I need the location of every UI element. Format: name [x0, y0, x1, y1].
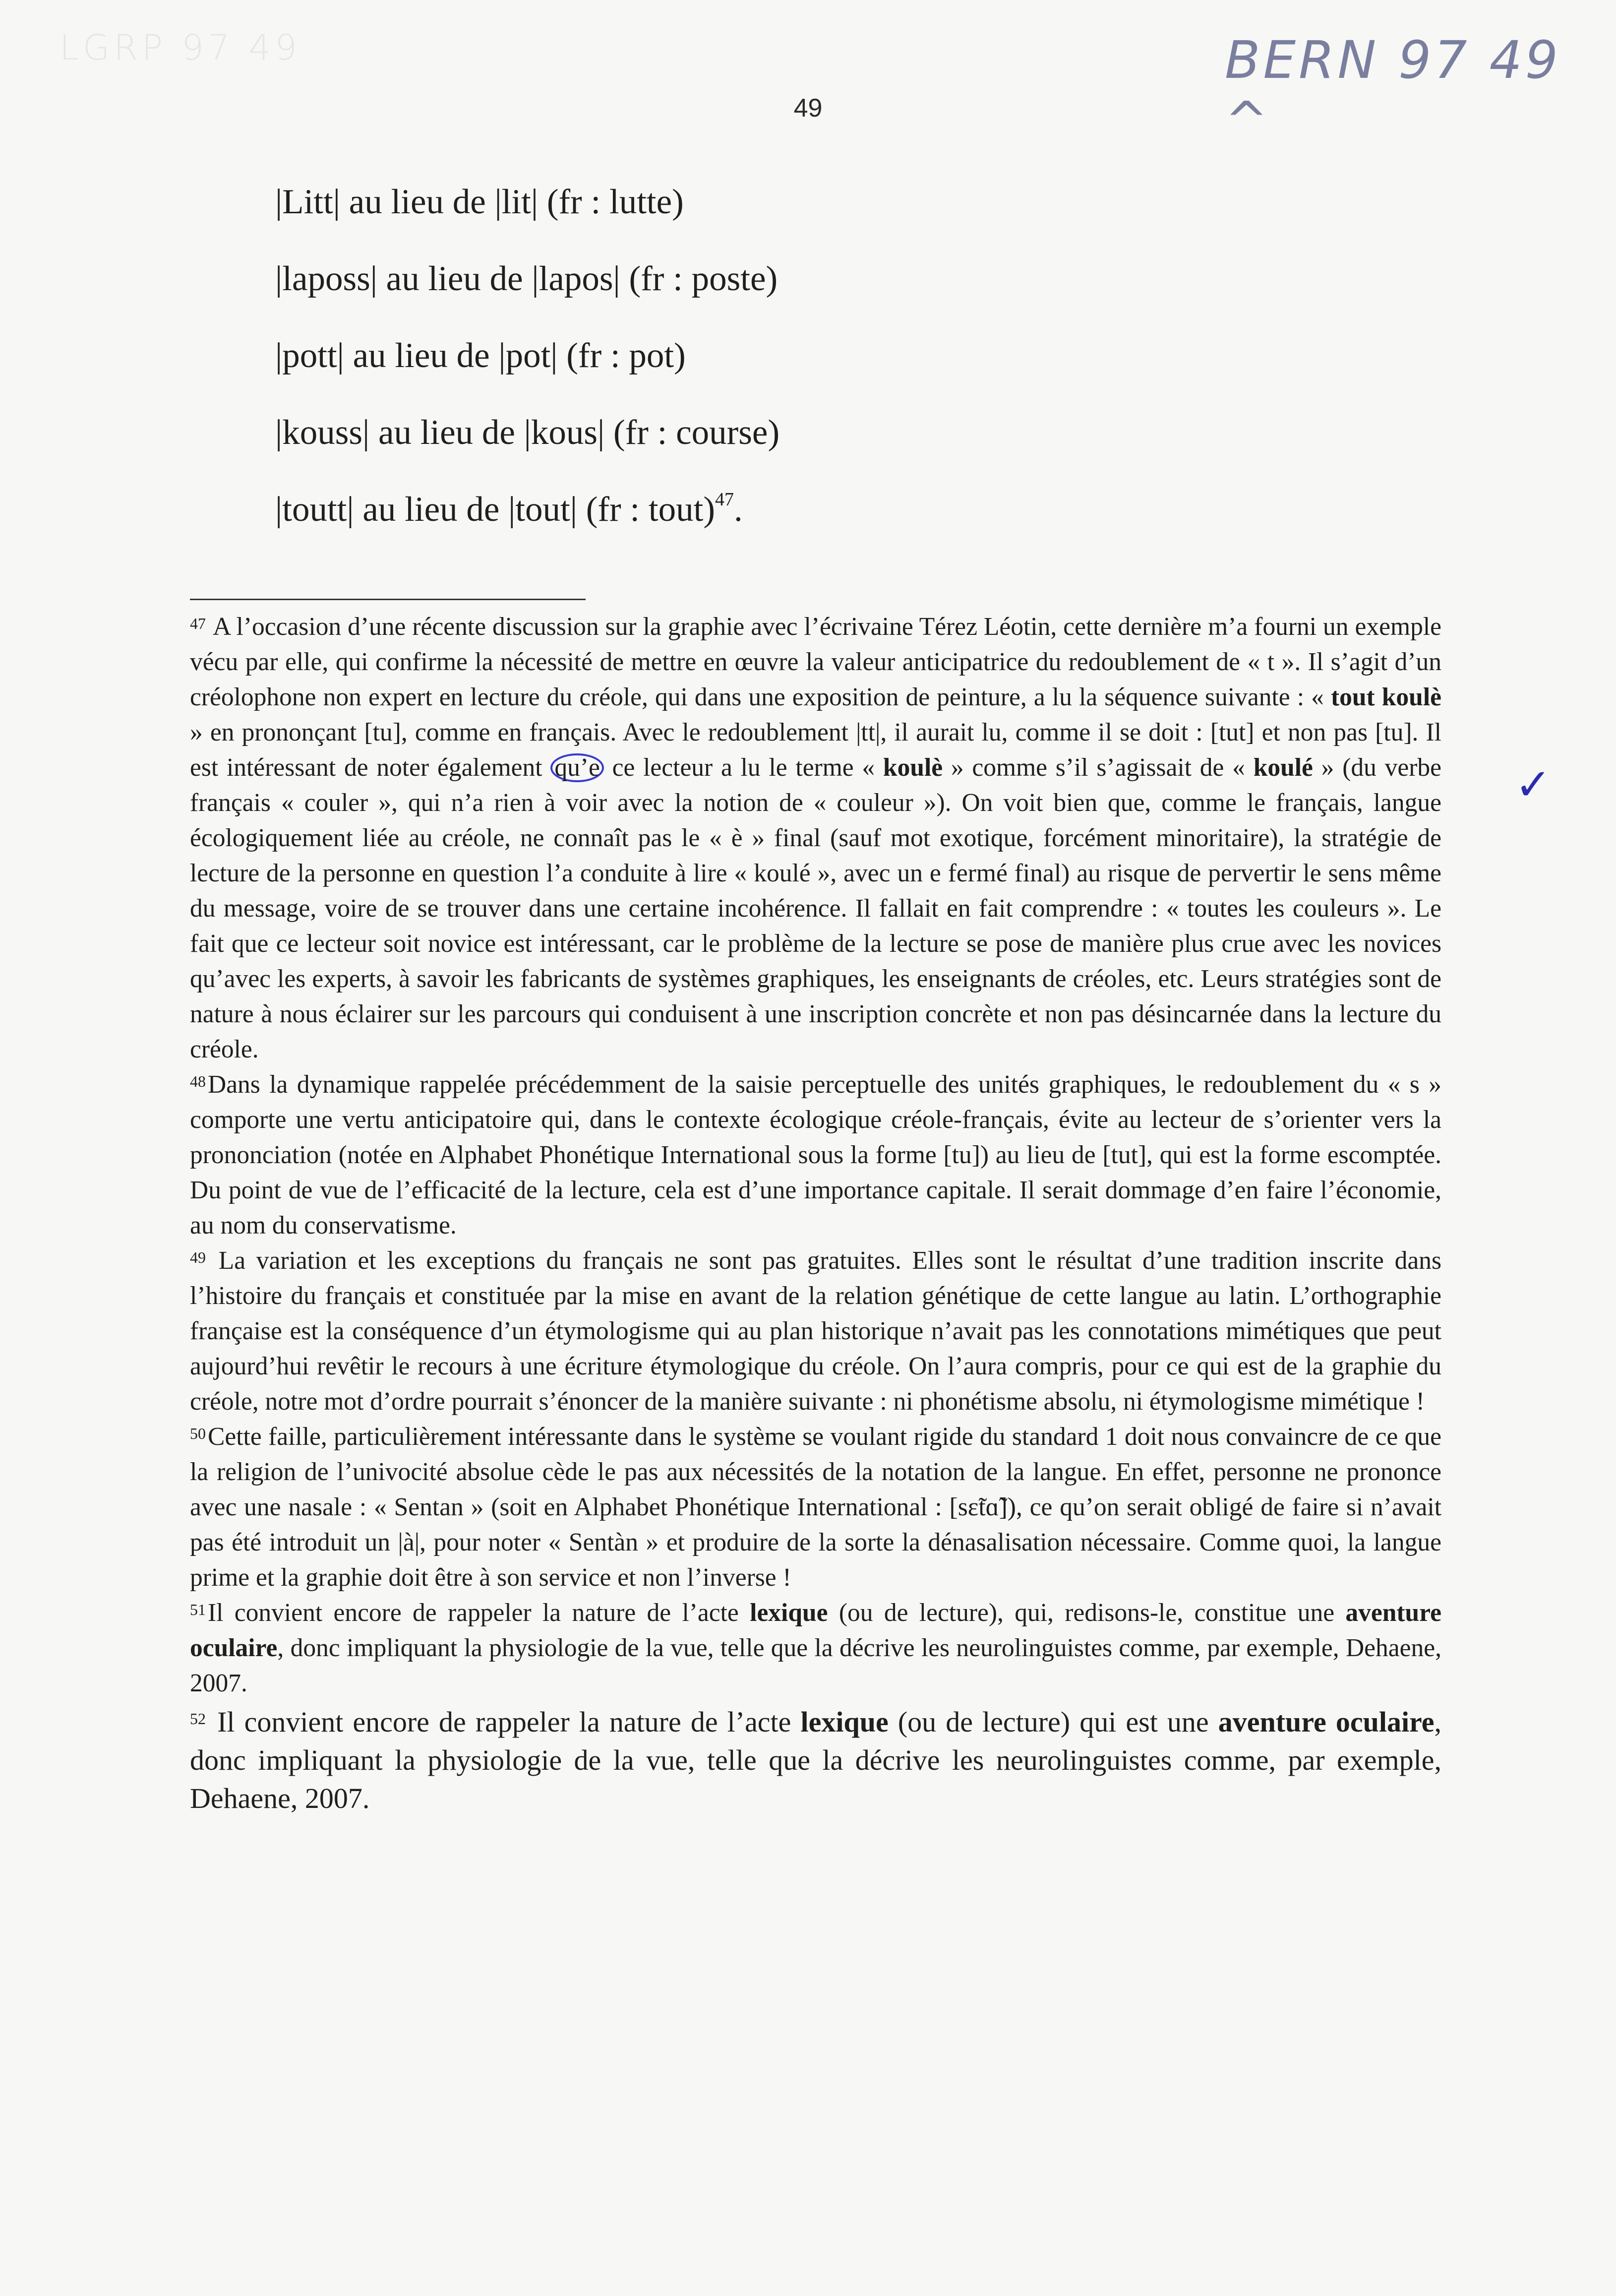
footnote-number: 50 — [190, 1425, 206, 1442]
footnote-50 — [190, 1419, 1441, 1595]
faint-handwritten-annotation: LGRP 97 49 — [60, 27, 301, 68]
footnote-text: » (du verbe français « couler », qui n’a rien à voir avec la notion de « couleur »). On voit bien que, comme le français, langue écologiquement liée au créole, ne connaît pas le « è » final (sauf mot exotique, forcément minoritaire), la stratégie de lecture de la personne en question l’a conduite à lire « koulé », avec un e fermé final) au risque de pervertir le sens même du message, voire de se trouver dans une certaine incohérence. Il fallait en fait comprendre : « toutes les couleurs ». Le fait que ce lecteur soit novice est intéressant, car le problème de la lecture se pose de manière plus crue avec les novices qu’avec les experts, à savoir les fabricants de systèmes graphiques, les enseignants de créoles, etc. Leurs stratégies sont de nature à nous éclairer sur les parcours qui conduisent à une inscription concrète et non pas désincarnée dans la lecture du créole. — [190, 753, 1441, 1063]
footnote-text: Cette faille, particulièrement intéressante dans le système se voulant rigide du standard 1 doit nous convaincre de ce que la religion de l’univocité absolue cède le pas aux nécessités de la notation de la langue. En effet, personne ne prononce avec une nasale : « Sentan » (soit en Alphabet Phonétique International : [sɛ̃tɑ̃]), ce qu’on serait obligé de faire si n’avait pas été introduit un |à|, pour noter « Sentàn » et produire de la sorte la dénasalisation nécessaire. Comme quoi, la langue prime et la graphie doit être à son service et non l’inverse ! — [190, 1423, 1441, 1592]
footnote-bold: lexique — [800, 1706, 889, 1738]
footnote-text: » comme s’il s’agissait de « — [943, 753, 1254, 782]
footnote-49 — [190, 1243, 1441, 1419]
footnote-text: Dans la dynamique rappelée précédemment de la saisie perceptuelle des unités graphiques, le redoublement du « s » comporte une vertu anticipatoire qui, dans le contexte écologique créole-français, évite au lecteur de s’orienter vers la prononciation (notée en Alphabet Phonétique International sous la forme [tu]) au lieu de [tut], qui est la forme escomptée. Du point de vue de l’efficacité de la lecture, cela est d’une importance capitale. Il serait dommage d’en faire l’économie, au nom du conservatisme. — [190, 1070, 1441, 1240]
footnote-number: 51 — [190, 1601, 206, 1618]
footnote-number: 49 — [190, 1248, 206, 1266]
footnote-text: A l’occasion d’une récente discussion sur la graphie avec l’écrivaine Térez Léotin, cette dernière m’a fourni un exemple vécu par elle, qui confirme la nécessité de mettre en œuvre la valeur anticipatrice du redoublement de « t ». Il s’agit d’un créolophone non expert en lecture du créole, qui dans une exposition de peinture, a lu la séquence suivante : « — [190, 613, 1441, 711]
footnote-48 — [190, 1067, 1441, 1243]
footnote-separator — [190, 599, 586, 600]
example-text: |laposs| au lieu de |lapos| (fr : poste) — [275, 259, 778, 298]
footnote-reference: 47 — [715, 489, 734, 510]
example-suffix: . — [733, 490, 743, 529]
example-line — [275, 185, 779, 261]
footnote-text: » en prononçant [tu], comme en français. Avec le redoublement |tt|, il aurait lu, comme il se doit : [tut] et non pas [tu]. Il est intéressant de noter également — [190, 718, 1441, 782]
example-text: |pott| au lieu de |pot| (fr : pot) — [275, 336, 686, 375]
footnote-text: Il convient encore de rappeler la nature de l’acte — [208, 1599, 750, 1627]
handwritten-circle-mark: qu’e — [550, 753, 604, 782]
footnote-bold: lexique — [750, 1599, 828, 1627]
example-text: |kouss| au lieu de |kous| (fr : course) — [275, 413, 780, 452]
footnote-text: , donc impliquant la physiologie de la vue, telle que la décrive les neurolinguistes comme, par exemple, Dehaene, 2007. — [190, 1706, 1441, 1814]
footnote-text: La variation et les exceptions du français ne sont pas gratuites. Elles sont le résultat d’une tradition inscrite dans l’histoire du français et constituée par la mise en avant de la relation génétique de cette langue au latin. L’orthographie française est la conséquence d’un étymologisme qui au plan historique n’avait pas les connotations mimétiques que peut aujourd’hui revêtir le recours à une écriture étymologique du créole. On l’aura compris, pour ce qui est de la graphie du créole, notre mot d’ordre pourrait s’énoncer de la manière suivante : ni phonétisme absolu, ni étymologisme mimétique ! — [190, 1246, 1441, 1416]
footnote-number: 52 — [190, 1710, 206, 1728]
example-text: |Litt| au lieu de |lit| (fr : lutte) — [275, 183, 684, 221]
page-number: 49 — [793, 94, 823, 123]
example-line — [275, 261, 779, 338]
footnote-bold: aventure oculaire — [1218, 1706, 1435, 1738]
example-list — [275, 185, 779, 569]
footnote-bold: aventure oculaire — [190, 1599, 1441, 1662]
margin-check-mark: ✓ — [1515, 759, 1552, 810]
footnote-bold: koulé — [1253, 753, 1313, 782]
footnote-52 — [190, 1703, 1441, 1817]
footnote-number: 47 — [190, 615, 206, 632]
footnote-bold: tout koulè — [1331, 683, 1441, 711]
handwritten-archive-reference: BERN 97 49 ^ — [1225, 30, 1561, 151]
footnote-47 — [190, 609, 1441, 1067]
footnote-text: , donc impliquant la physiologie de la vue, telle que la décrive les neurolinguistes comme, par exemple, Dehaene, 2007. — [190, 1634, 1441, 1697]
example-text: |toutt| au lieu de |tout| (fr : tout) — [275, 490, 715, 529]
footnotes — [190, 609, 1441, 1817]
footnote-number: 48 — [190, 1072, 206, 1090]
footnote-text: Il convient encore de rappeler la nature de l’acte — [208, 1706, 801, 1738]
example-line — [275, 338, 779, 415]
footnote-text: (ou de lecture), qui, redisons-le, constitue une — [828, 1599, 1346, 1627]
example-line — [275, 415, 779, 492]
footnote-51 — [190, 1595, 1441, 1701]
footnote-bold: koulè — [883, 753, 943, 782]
footnote-text: (ou de lecture) qui est une — [888, 1706, 1218, 1738]
example-line — [275, 489, 779, 569]
footnote-text: ce lecteur a lu le terme « — [603, 753, 883, 782]
